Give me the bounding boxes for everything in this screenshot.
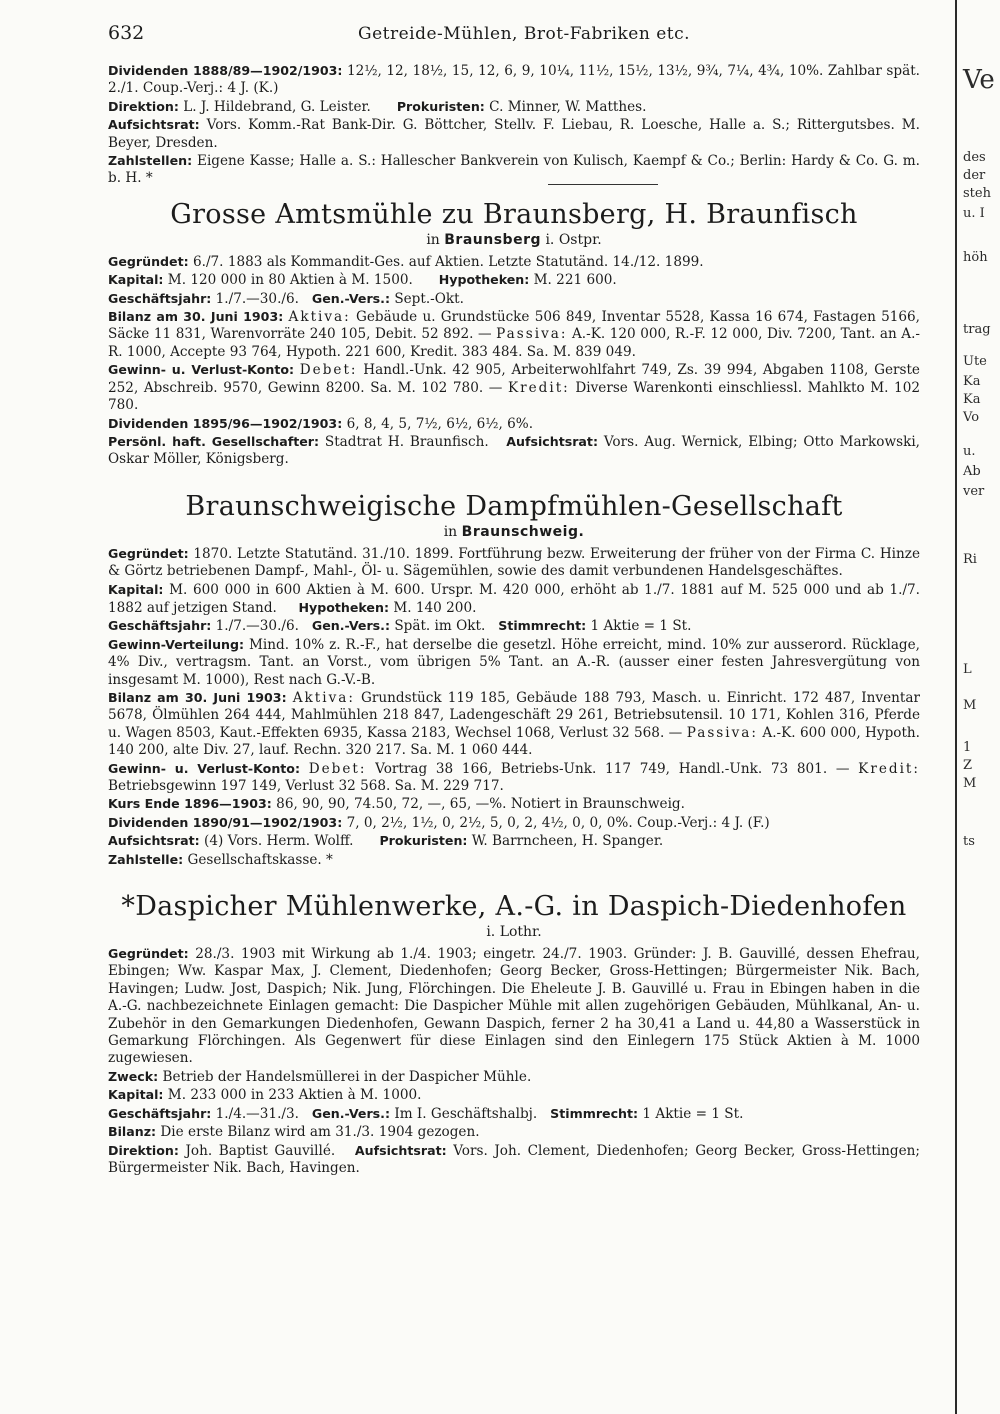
paragraph-gewinn-verteilung: Gewinn-Verteilung: Mind. 10% z. R.-F., hat derselbe die gesetzl. Höhe erreicht, mind. 10% zur ausserord. Rücklage, 4% Div., vertragsm. Tant. an Vorst., vom übrigen 5% Tant. an A.-R. (ausser einer festen Jahresvergütung von insgesamt M. 1000), Rest nach G.-V.-B. (108, 636, 920, 688)
paragraph-geschaeftsjahr: Geschäftsjahr: 1./7.—30./6. Gen.-Vers.: Spät. im Okt. Stimmrecht: 1 Aktie = 1 St. (108, 618, 692, 635)
paragraph-gesellschafter: Persönl. haft. Gesellschafter: Stadtrat H. Braunfisch. Aufsichtsrat: Vors. Aug. Wernick, Elbing; Otto Markowski, Oskar Möller, Königsberg. (108, 433, 920, 468)
entry-daspicher-muehlenwerke (108, 891, 920, 1177)
paragraph-gegruendet: Gegründet: 1870. Letzte Statutänd. 31./10. 1899. Fortführung bezw. Erweiterung der früher von der Firma C. Hinze & Görtz betriebenen Dampf-, Mahl-, Öl- u. Sägemühlen, sowie des damit verbundenen Handelsgeschäftes. (108, 545, 920, 580)
paragraph-zahlstelle: Zahlstelle: Gesellschaftskasse. * (108, 851, 333, 868)
section-divider (548, 184, 658, 185)
paragraph-dividenden: Dividenden 1888/89—1902/1903: 12½, 12, 18½, 15, 12, 6, 9, 10¼, 11½, 15½, 13½, 9¾, 7¼, 4¾, 10%. Zahlbar spät. 2./1. Coup.-Verj.: 4 J. (K.) (108, 63, 920, 97)
paragraph-bilanz: Bilanz am 30. Juni 1903: Aktiva: Gebäude u. Grundstücke 506 849, Inventar 5528, Kassa 16 674, Fastagen 5166, Säcke 11 831, Warenvorräte 240 105, Debit. 52 892. — Passiva: A.-K. 120 000, R.-F. 12 000, Div. 7200, Tant. an A.-R. 1000, Accepte 93 764, Hypoth. 221 600, Kredit. 383 484. Sa. M. 839 049. (108, 309, 920, 360)
adjacent-text: 1 (963, 740, 972, 755)
entry-grosse-amtsmuehle (108, 199, 920, 469)
adjacent-text: Ri (963, 552, 977, 567)
adjacent-text: trag (963, 322, 991, 337)
paragraph-gewinn-verlust: Gewinn- u. Verlust-Konto: Debet: Handl.-Unk. 42 905, Arbeiterwohlfahrt 749, Zs. 39 994, Abgaben 1108, Gerste 252, Abschreib. 9570, Gewinn 8200. Sa. M. 102 780. — Kredit: Diverse Warenkonti einschliessl. Mahlkto M. 102 780. (108, 362, 920, 414)
entry-location: in Braunschweig. (443, 523, 585, 540)
adjacent-text: der (963, 168, 986, 183)
paragraph-kapital: Kapital: M. 233 000 in 233 Aktien à M. 1000. (108, 1087, 422, 1104)
paragraph-geschaeftsjahr: Geschäftsjahr: 1./7.—30./6. Gen.-Vers.: Sept.-Okt. (108, 290, 464, 307)
paragraph-gegruendet: Gegründet: 28./3. 1903 mit Wirkung ab 1./4. 1903; eingetr. 24./7. 1903. Gründer: J. B. Gauvillé, dessen Ehefrau, Ebingen; Ww. Kaspar Max, J. Clement, Diedenhofen; Georg Becker, Gross-Hettingen; Bürgermeister Nik. Bach, Havingen; Ludw. Jost, Daspich; Nik. Jung, Flörchingen. Die Eheleute J. B. Gauvillé u. Frau in Ebingen haben in die A.-G. nachbezeichnete Einlagen gemacht: Die Daspicher Mühle mit allen zugehörigen Gebäuden, Mühlkanal, An- u. Zubehör in den Gemarkungen Diedenhofen, Gewann Daspich, ferner 2 ha 30,41 a Land u. 44,80 a Wasserstück in Gemarkung Flörchingen. Als Gegenwert für diese Einlagen sind den Einlegern 175 Stück Aktien à M. 1000 zugewiesen. (108, 946, 920, 1067)
entry-location: in Braunsberg i. Ostpr. (426, 231, 602, 248)
adjacent-text: M (963, 698, 977, 713)
paragraph-direktion: Direktion: L. J. Hildebrand, G. Leister. Prokuristen: C. Minner, W. Matthes. (108, 98, 647, 115)
paragraph-gegruendet: Gegründet: 6./7. 1883 als Kommandit-Ges. auf Aktien. Letzte Statutänd. 14./12. 1899. (108, 253, 704, 270)
paragraph-zahlstellen: Zahlstellen: Eigene Kasse; Halle a. S.: Hallescher Bankverein von Kulisch, Kaempf & Co.; Berlin: Hardy & Co. G. m. b. H. * (108, 153, 920, 187)
paragraph-aufsichtsrat: Aufsichtsrat: (4) Vors. Herm. Wolff. Prokuristen: W. Barrncheen, H. Spanger. (108, 833, 664, 850)
entry-title: Grosse Amtsmühle zu Braunsberg, H. Braunfisch (170, 198, 858, 230)
paragraph-geschaeftsjahr: Geschäftsjahr: 1./4.—31./3. Gen.-Vers.: Im I. Geschäftshalbj. Stimmrecht: 1 Aktie = 1 St. (108, 1105, 744, 1122)
page-header (108, 22, 920, 62)
adjacent-text: ver (963, 484, 985, 499)
entry-braunschweigische-dampfmuehlen (108, 491, 920, 869)
adjacent-text: Vo (963, 410, 980, 425)
paragraph-zweck: Zweck: Betrieb der Handelsmüllerei in der Daspicher Mühle. (108, 1068, 532, 1085)
adjacent-text: Z (963, 758, 973, 773)
adjacent-text: des (963, 150, 986, 165)
adjacent-text: Ute (963, 354, 987, 369)
document-page (108, 22, 920, 1402)
entry-title: Braunschweigische Dampfmühlen-Gesellschaft (185, 490, 843, 522)
paragraph-dividenden: Dividenden 1895/96—1902/1903: 6, 8, 4, 5, 7½, 6½, 6½, 6%. (108, 415, 534, 432)
adjacent-text: ts (963, 834, 975, 849)
paragraph-gewinn-verlust: Gewinn- u. Verlust-Konto: Debet: Vortrag 38 166, Betriebs-Unk. 117 749, Handl.-Unk. 73 801. — Kredit: Betriebsgewinn 197 149, Verlust 32 568. Sa. M. 229 717. (108, 760, 920, 794)
adjacent-page-edge (955, 0, 1000, 1414)
entry-location: i. Lothr. (486, 924, 542, 941)
paragraph-direktion: Direktion: Joh. Baptist Gauvillé. Aufsichtsrat: Vors. Joh. Clement, Diedenhofen; Georg Becker, Gross-Hettingen; Bürgermeister Nik. Bach, Havingen. (108, 1142, 920, 1176)
adjacent-text: steh (963, 186, 991, 201)
paragraph-aufsichtsrat: Aufsichtsrat: Vors. Komm.-Rat Bank-Dir. G. Böttcher, Stellv. F. Liebau, R. Loesche, Halle a. S.; Rittergutsbes. M. Beyer, Dresden. (108, 117, 920, 151)
running-head: Getreide-Mühlen, Brot-Fabriken etc. (358, 24, 691, 44)
page-number: 632 (108, 22, 145, 44)
adjacent-text: u. I (963, 206, 985, 221)
entry-continued (108, 62, 920, 188)
paragraph-bilanz: Bilanz am 30. Juni 1903: Aktiva: Grundstück 119 185, Gebäude 188 793, Masch. u. Einricht. 172 487, Inventar 5678, Ölmühlen 264 444, Mahlmühlen 218 847, Ladengeschäft 29 261, Betriebsutensil. 10 171, Kohlen 316, Pferde u. Wagen 8503, Kaut.-Effekten 6935, Kassa 2183, Wechsel 1068, Verlust 32 568. — Passiva: A.-K. 600 000, Hypoth. 140 200, alte Div. 27, lauf. Rechn. 320 217. Sa. M. 1 060 444. (108, 689, 920, 759)
paragraph-kapital: Kapital: M. 120 000 in 80 Aktien à M. 1500. Hypotheken: M. 221 600. (108, 272, 617, 289)
adjacent-text: höh (963, 250, 988, 265)
paragraph-kapital: Kapital: M. 600 000 in 600 Aktien à M. 600. Urspr. M. 420 000, erhöht ab 1./7. 1881 auf M. 525 000 und ab 1./7. 1882 auf jetzigen Stand. Hypotheken: M. 140 200. (108, 581, 920, 616)
adjacent-text: u. (963, 444, 976, 459)
paragraph-dividenden: Dividenden 1890/91—1902/1903: 7, 0, 2½, 1½, 0, 2½, 5, 0, 2, 4½, 0, 0, 0%. Coup.-Verj.: 4 J. (F.) (108, 814, 770, 831)
adjacent-text: L (963, 662, 972, 677)
entry-title: *Daspicher Mühlenwerke, A.-G. in Daspich-Diedenhofen (121, 891, 907, 923)
paragraph-bilanz: Bilanz: Die erste Bilanz wird am 31./3. 1904 gezogen. (108, 1124, 480, 1141)
adjacent-text: Ve (963, 65, 995, 95)
paragraph-kurs: Kurs Ende 1896—1903: 86, 90, 90, 74.50, 72, —, 65, —%. Notiert in Braunschweig. (108, 796, 685, 813)
adjacent-text: Ka (963, 392, 981, 407)
adjacent-text: Ka (963, 374, 981, 389)
adjacent-text: Ab (963, 464, 981, 479)
adjacent-text: M (963, 776, 977, 791)
